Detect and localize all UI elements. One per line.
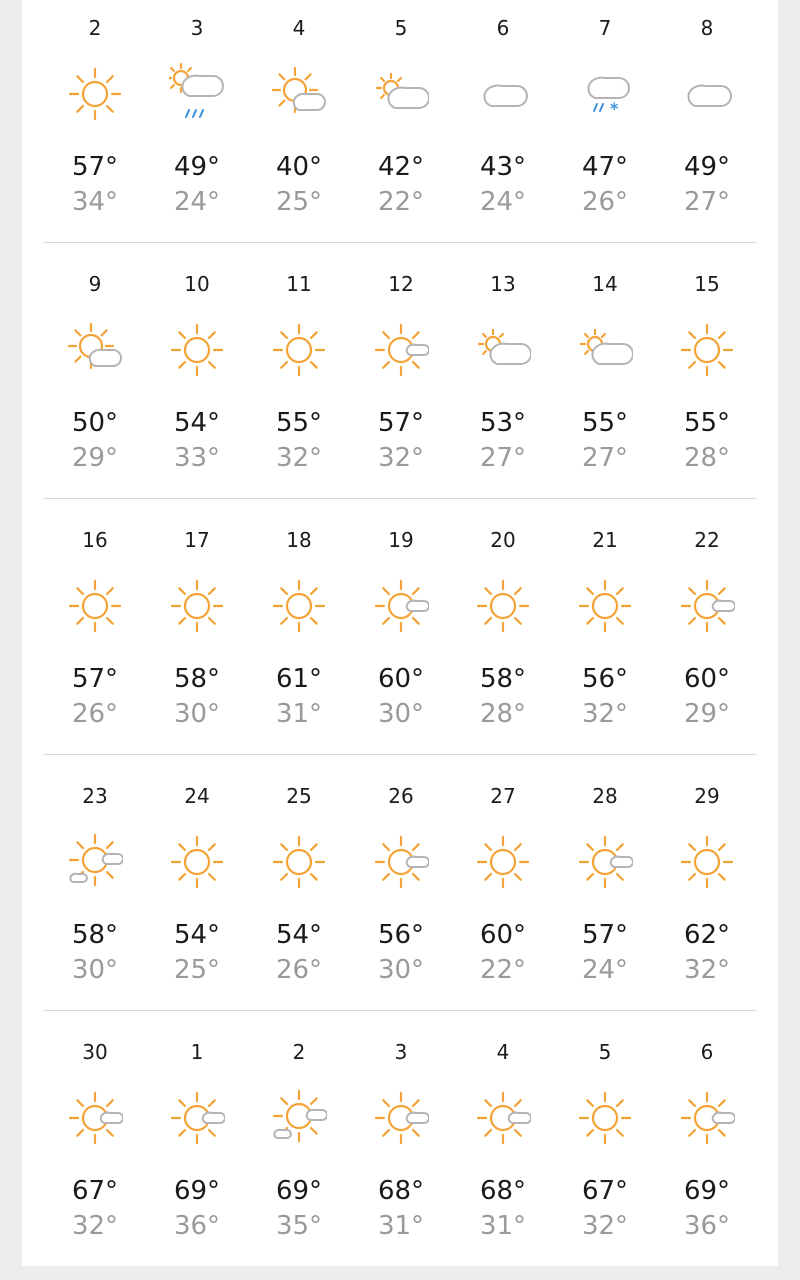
low-temp: 28° — [479, 699, 527, 729]
day-cell[interactable] — [44, 0, 146, 256]
week-row — [44, 0, 778, 256]
high-temp: 58° — [71, 920, 119, 950]
day-date: 6 — [700, 1040, 714, 1064]
day-cell[interactable] — [554, 768, 656, 1024]
day-cell[interactable] — [248, 1024, 350, 1280]
sunny-icon — [475, 574, 531, 638]
low-temp: 27° — [683, 187, 731, 217]
day-date: 1 — [190, 1040, 204, 1064]
high-temp: 55° — [275, 408, 323, 438]
day-cell[interactable] — [248, 0, 350, 256]
day-date: 30 — [82, 1040, 108, 1064]
day-date: 25 — [286, 784, 312, 808]
low-temp: 36° — [173, 1211, 221, 1241]
day-cell[interactable] — [656, 0, 758, 256]
day-cell[interactable] — [44, 256, 146, 512]
day-cell[interactable] — [452, 256, 554, 512]
day-date: 3 — [190, 16, 204, 40]
day-cell[interactable] — [146, 768, 248, 1024]
day-date: 9 — [88, 272, 102, 296]
low-temp: 32° — [275, 443, 323, 473]
high-temp: 57° — [71, 152, 119, 182]
low-temp: 26° — [275, 955, 323, 985]
low-temp: 34° — [71, 187, 119, 217]
day-cell[interactable] — [248, 512, 350, 768]
low-temp: 25° — [275, 187, 323, 217]
high-temp: 61° — [275, 664, 323, 694]
high-temp: 54° — [275, 920, 323, 950]
high-temp: 69° — [173, 1176, 221, 1206]
day-cell[interactable] — [44, 512, 146, 768]
high-temp: 57° — [581, 920, 629, 950]
mostly-sunny-icon — [169, 1086, 225, 1150]
day-date: 11 — [286, 272, 312, 296]
day-date: 22 — [694, 528, 720, 552]
high-temp: 50° — [71, 408, 119, 438]
low-temp: 36° — [683, 1211, 731, 1241]
day-date: 7 — [598, 16, 612, 40]
high-temp: 56° — [377, 920, 425, 950]
high-temp: 58° — [479, 664, 527, 694]
low-temp: 26° — [71, 699, 119, 729]
day-date: 15 — [694, 272, 720, 296]
mostly-sunny-icon — [373, 318, 429, 382]
high-temp: 60° — [479, 920, 527, 950]
low-temp: 30° — [377, 699, 425, 729]
day-date: 13 — [490, 272, 516, 296]
mostly-sunny-icon — [475, 1086, 531, 1150]
day-date: 26 — [388, 784, 414, 808]
mostly-sunny-icon — [67, 1086, 123, 1150]
low-temp: 22° — [479, 955, 527, 985]
day-cell[interactable] — [656, 256, 758, 512]
high-temp: 42° — [377, 152, 425, 182]
mostly-cloudy-icon — [373, 62, 429, 126]
mostly-sunny-icon — [577, 830, 633, 894]
week-row — [44, 512, 778, 768]
sunny-icon — [67, 62, 123, 126]
day-cell[interactable] — [656, 1024, 758, 1280]
sun-clouds-icon — [271, 1086, 327, 1150]
sunny-icon — [169, 830, 225, 894]
day-date: 4 — [292, 16, 306, 40]
low-temp: 27° — [581, 443, 629, 473]
low-temp: 32° — [581, 1211, 629, 1241]
day-cell[interactable] — [248, 768, 350, 1024]
sunny-icon — [679, 318, 735, 382]
day-date: 5 — [394, 16, 408, 40]
day-date: 19 — [388, 528, 414, 552]
svg-text:*: * — [610, 99, 619, 118]
sunny-icon — [67, 574, 123, 638]
day-cell[interactable] — [656, 768, 758, 1024]
day-date: 5 — [598, 1040, 612, 1064]
mostly-sunny-icon — [679, 1086, 735, 1150]
day-cell[interactable] — [452, 512, 554, 768]
mostly-cloudy-icon — [577, 318, 633, 382]
day-date: 23 — [82, 784, 108, 808]
high-temp: 56° — [581, 664, 629, 694]
day-date: 8 — [700, 16, 714, 40]
high-temp: 54° — [173, 920, 221, 950]
mostly-cloudy-icon — [475, 318, 531, 382]
sunny-icon — [169, 574, 225, 638]
high-temp: 54° — [173, 408, 221, 438]
low-temp: 25° — [173, 955, 221, 985]
day-cell[interactable] — [452, 768, 554, 1024]
week-row — [44, 256, 778, 512]
high-temp: 69° — [275, 1176, 323, 1206]
day-cell[interactable] — [44, 768, 146, 1024]
sunny-icon — [271, 318, 327, 382]
day-date: 2 — [88, 16, 102, 40]
high-temp: 58° — [173, 664, 221, 694]
mostly-sunny-icon — [373, 1086, 429, 1150]
day-date: 29 — [694, 784, 720, 808]
high-temp: 57° — [377, 408, 425, 438]
day-date: 24 — [184, 784, 210, 808]
low-temp: 31° — [275, 699, 323, 729]
high-temp: 67° — [71, 1176, 119, 1206]
mostly-sunny-icon — [373, 574, 429, 638]
low-temp: 35° — [275, 1211, 323, 1241]
day-date: 14 — [592, 272, 618, 296]
low-temp: 24° — [479, 187, 527, 217]
low-temp: 32° — [683, 955, 731, 985]
day-cell[interactable] — [146, 1024, 248, 1280]
high-temp: 55° — [581, 408, 629, 438]
day-date: 27 — [490, 784, 516, 808]
high-temp: 68° — [479, 1176, 527, 1206]
low-temp: 32° — [377, 443, 425, 473]
high-temp: 49° — [173, 152, 221, 182]
day-cell[interactable] — [554, 0, 656, 256]
sunny-icon — [271, 830, 327, 894]
day-cell[interactable] — [554, 512, 656, 768]
day-cell[interactable] — [248, 256, 350, 512]
low-temp: 22° — [377, 187, 425, 217]
calendar-card — [22, 0, 778, 1266]
high-temp: 68° — [377, 1176, 425, 1206]
low-temp: 29° — [71, 443, 119, 473]
low-temp: 32° — [71, 1211, 119, 1241]
week-separator — [44, 1010, 756, 1011]
low-temp: 26° — [581, 187, 629, 217]
high-temp: 47° — [581, 152, 629, 182]
day-cell[interactable] — [350, 768, 452, 1024]
day-cell[interactable] — [146, 512, 248, 768]
week-separator — [44, 498, 756, 499]
low-temp: 27° — [479, 443, 527, 473]
day-date: 20 — [490, 528, 516, 552]
day-date: 16 — [82, 528, 108, 552]
partly-cloudy-icon — [271, 62, 327, 126]
high-temp: 62° — [683, 920, 731, 950]
high-temp: 40° — [275, 152, 323, 182]
sunny-icon — [169, 318, 225, 382]
day-date: 18 — [286, 528, 312, 552]
sunny-icon — [271, 574, 327, 638]
low-temp: 30° — [377, 955, 425, 985]
day-date: 12 — [388, 272, 414, 296]
partly-cloudy-icon — [67, 318, 123, 382]
high-temp: 57° — [71, 664, 119, 694]
cloudy-icon — [679, 62, 735, 126]
day-date: 10 — [184, 272, 210, 296]
low-temp: 28° — [683, 443, 731, 473]
day-date: 3 — [394, 1040, 408, 1064]
day-cell[interactable] — [350, 0, 452, 256]
high-temp: 60° — [377, 664, 425, 694]
day-cell[interactable] — [452, 0, 554, 256]
sunny-icon — [577, 1086, 633, 1150]
sunny-icon — [475, 830, 531, 894]
mostly-sunny-icon — [373, 830, 429, 894]
sun-clouds-icon — [67, 830, 123, 894]
high-temp: 69° — [683, 1176, 731, 1206]
low-temp: 24° — [173, 187, 221, 217]
high-temp: 53° — [479, 408, 527, 438]
day-date: 17 — [184, 528, 210, 552]
high-temp: 43° — [479, 152, 527, 182]
day-cell[interactable] — [656, 512, 758, 768]
sunny-icon — [577, 574, 633, 638]
low-temp: 24° — [581, 955, 629, 985]
sunny-icon — [679, 830, 735, 894]
high-temp: 67° — [581, 1176, 629, 1206]
low-temp: 30° — [173, 699, 221, 729]
cloudy-icon — [475, 62, 531, 126]
low-temp: 32° — [581, 699, 629, 729]
week-row — [44, 1024, 778, 1280]
low-temp: 33° — [173, 443, 221, 473]
high-temp: 60° — [683, 664, 731, 694]
rain-snow-icon — [577, 62, 633, 126]
low-temp: 31° — [479, 1211, 527, 1241]
mostly-sunny-icon — [679, 574, 735, 638]
day-cell[interactable] — [554, 256, 656, 512]
high-temp: 55° — [683, 408, 731, 438]
day-cell[interactable] — [44, 1024, 146, 1280]
low-temp: 29° — [683, 699, 731, 729]
week-separator — [44, 242, 756, 243]
day-cell[interactable] — [350, 1024, 452, 1280]
high-temp: 49° — [683, 152, 731, 182]
day-cell[interactable] — [350, 512, 452, 768]
day-cell[interactable] — [146, 256, 248, 512]
day-date: 6 — [496, 16, 510, 40]
day-cell[interactable] — [350, 256, 452, 512]
week-separator — [44, 754, 756, 755]
week-row — [44, 768, 778, 1024]
day-date: 4 — [496, 1040, 510, 1064]
rain-showers-icon — [169, 62, 225, 126]
low-temp: 31° — [377, 1211, 425, 1241]
day-cell[interactable] — [554, 1024, 656, 1280]
low-temp: 30° — [71, 955, 119, 985]
day-date: 21 — [592, 528, 618, 552]
day-cell[interactable] — [452, 1024, 554, 1280]
day-cell[interactable] — [146, 0, 248, 256]
day-date: 2 — [292, 1040, 306, 1064]
day-date: 28 — [592, 784, 618, 808]
